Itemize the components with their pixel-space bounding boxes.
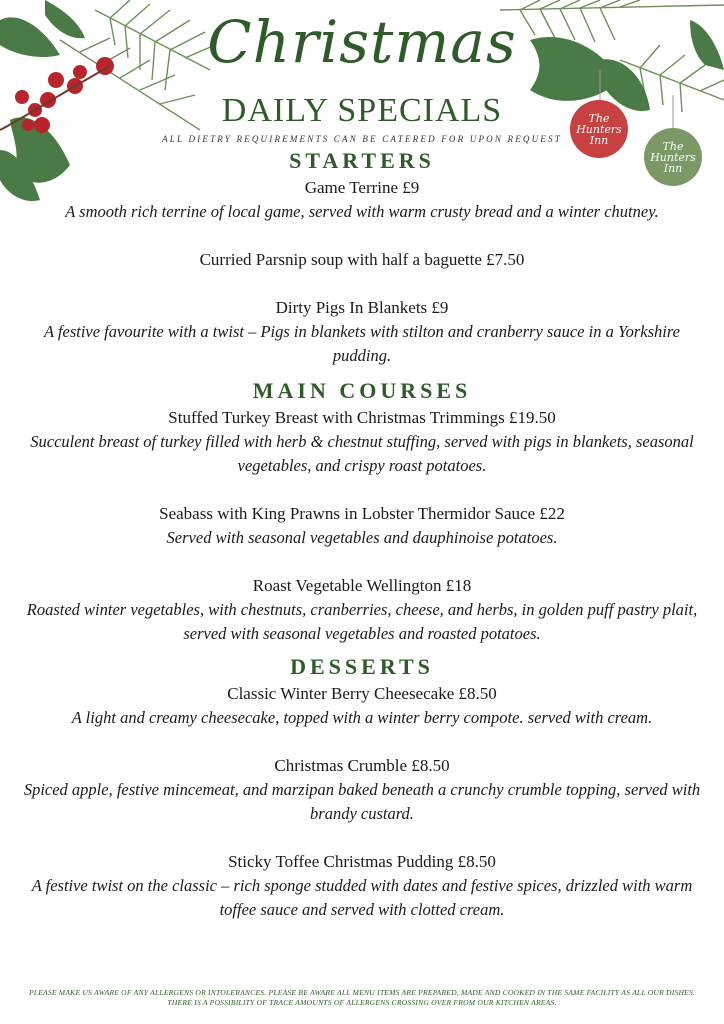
section-title-starters: STARTERS	[289, 148, 435, 173]
menu-item-name: Sticky Toffee Christmas Pudding £8.50	[228, 852, 496, 871]
menu-item-desc: Served with seasonal vegetables and dauphinoise potatoes.	[166, 528, 558, 547]
menu-item-desc: Succulent breast of turkey filled with herb & chestnut stuffing, served with pigs in blankets, seasonal vegetables, and crispy roast potatoes.	[30, 432, 694, 475]
menu-item-name: Curried Parsnip soup with half a baguette £7.50	[199, 250, 525, 269]
menu-item-name: Dirty Pigs In Blankets £9	[275, 298, 449, 317]
section-title-desserts: DESSERTS	[290, 654, 434, 679]
menu-item-desc: A smooth rich terrine of local game, served with warm crusty bread and a winter chutney.	[65, 202, 659, 221]
title-christmas: Christmas	[207, 8, 517, 76]
menu-item-desc: A festive twist on the classic – rich sponge studded with dates and festive spices, drizzled with warm toffee sauce and served with clotted cream.	[31, 876, 693, 919]
section-title-main-courses: MAIN COURSES	[252, 378, 472, 403]
menu-item-desc: Spiced apple, festive mincemeat, and marzipan baked beneath a crunchy crumble topping, served with brandy custard.	[23, 780, 701, 823]
allergen-footer: PLEASE MAKE US AWARE OF ANY ALLERGENS OR INTOLERANCES. PLEASE BE AWARE ALL MENU ITEMS ARE PREPARED, MADE AND COOKED IN THE SAME FACILITY AS ALL OUR DISHES. THERE IS A POSSIBILITY OF TRACE AMOUNTS OF ALLERGENS CROSSING OVER FROM OUR KITCHEN AREAS.	[28, 988, 696, 1007]
menu-item-name: Game Terrine £9	[304, 178, 420, 197]
menu-body	[0, 146, 724, 922]
badge-logo-text: The Hunters Inn	[650, 139, 696, 175]
menu-item-name: Seabass with King Prawns in Lobster Thermidor Sauce £22	[159, 504, 565, 523]
badge-logo-text: The Hunters Inn	[576, 111, 622, 147]
menu-item-desc: A light and creamy cheesecake, topped with a winter berry compote. served with cream.	[71, 708, 653, 727]
dietary-note: ALL DIETRY REQUIREMENTS CAN BE CATERED FOR UPON REQUEST	[162, 134, 562, 144]
menu-item-desc: Roasted winter vegetables, with chestnuts, cranberries, cheese, and herbs, in golden puff pastry plait, served with seasonal vegetables and roasted potatoes.	[26, 600, 698, 643]
menu-item-name: Classic Winter Berry Cheesecake £8.50	[227, 684, 497, 703]
menu-item-name: Christmas Crumble £8.50	[274, 756, 450, 775]
title-daily-specials: DAILY SPECIALS	[221, 92, 503, 129]
menu-item-desc: A festive favourite with a twist – Pigs in blankets with stilton and cranberry sauce in a Yorkshire pudding.	[44, 322, 680, 365]
menu-item-name: Stuffed Turkey Breast with Christmas Trimmings £19.50	[168, 408, 556, 427]
menu-item-name: Roast Vegetable Wellington £18	[252, 576, 472, 595]
